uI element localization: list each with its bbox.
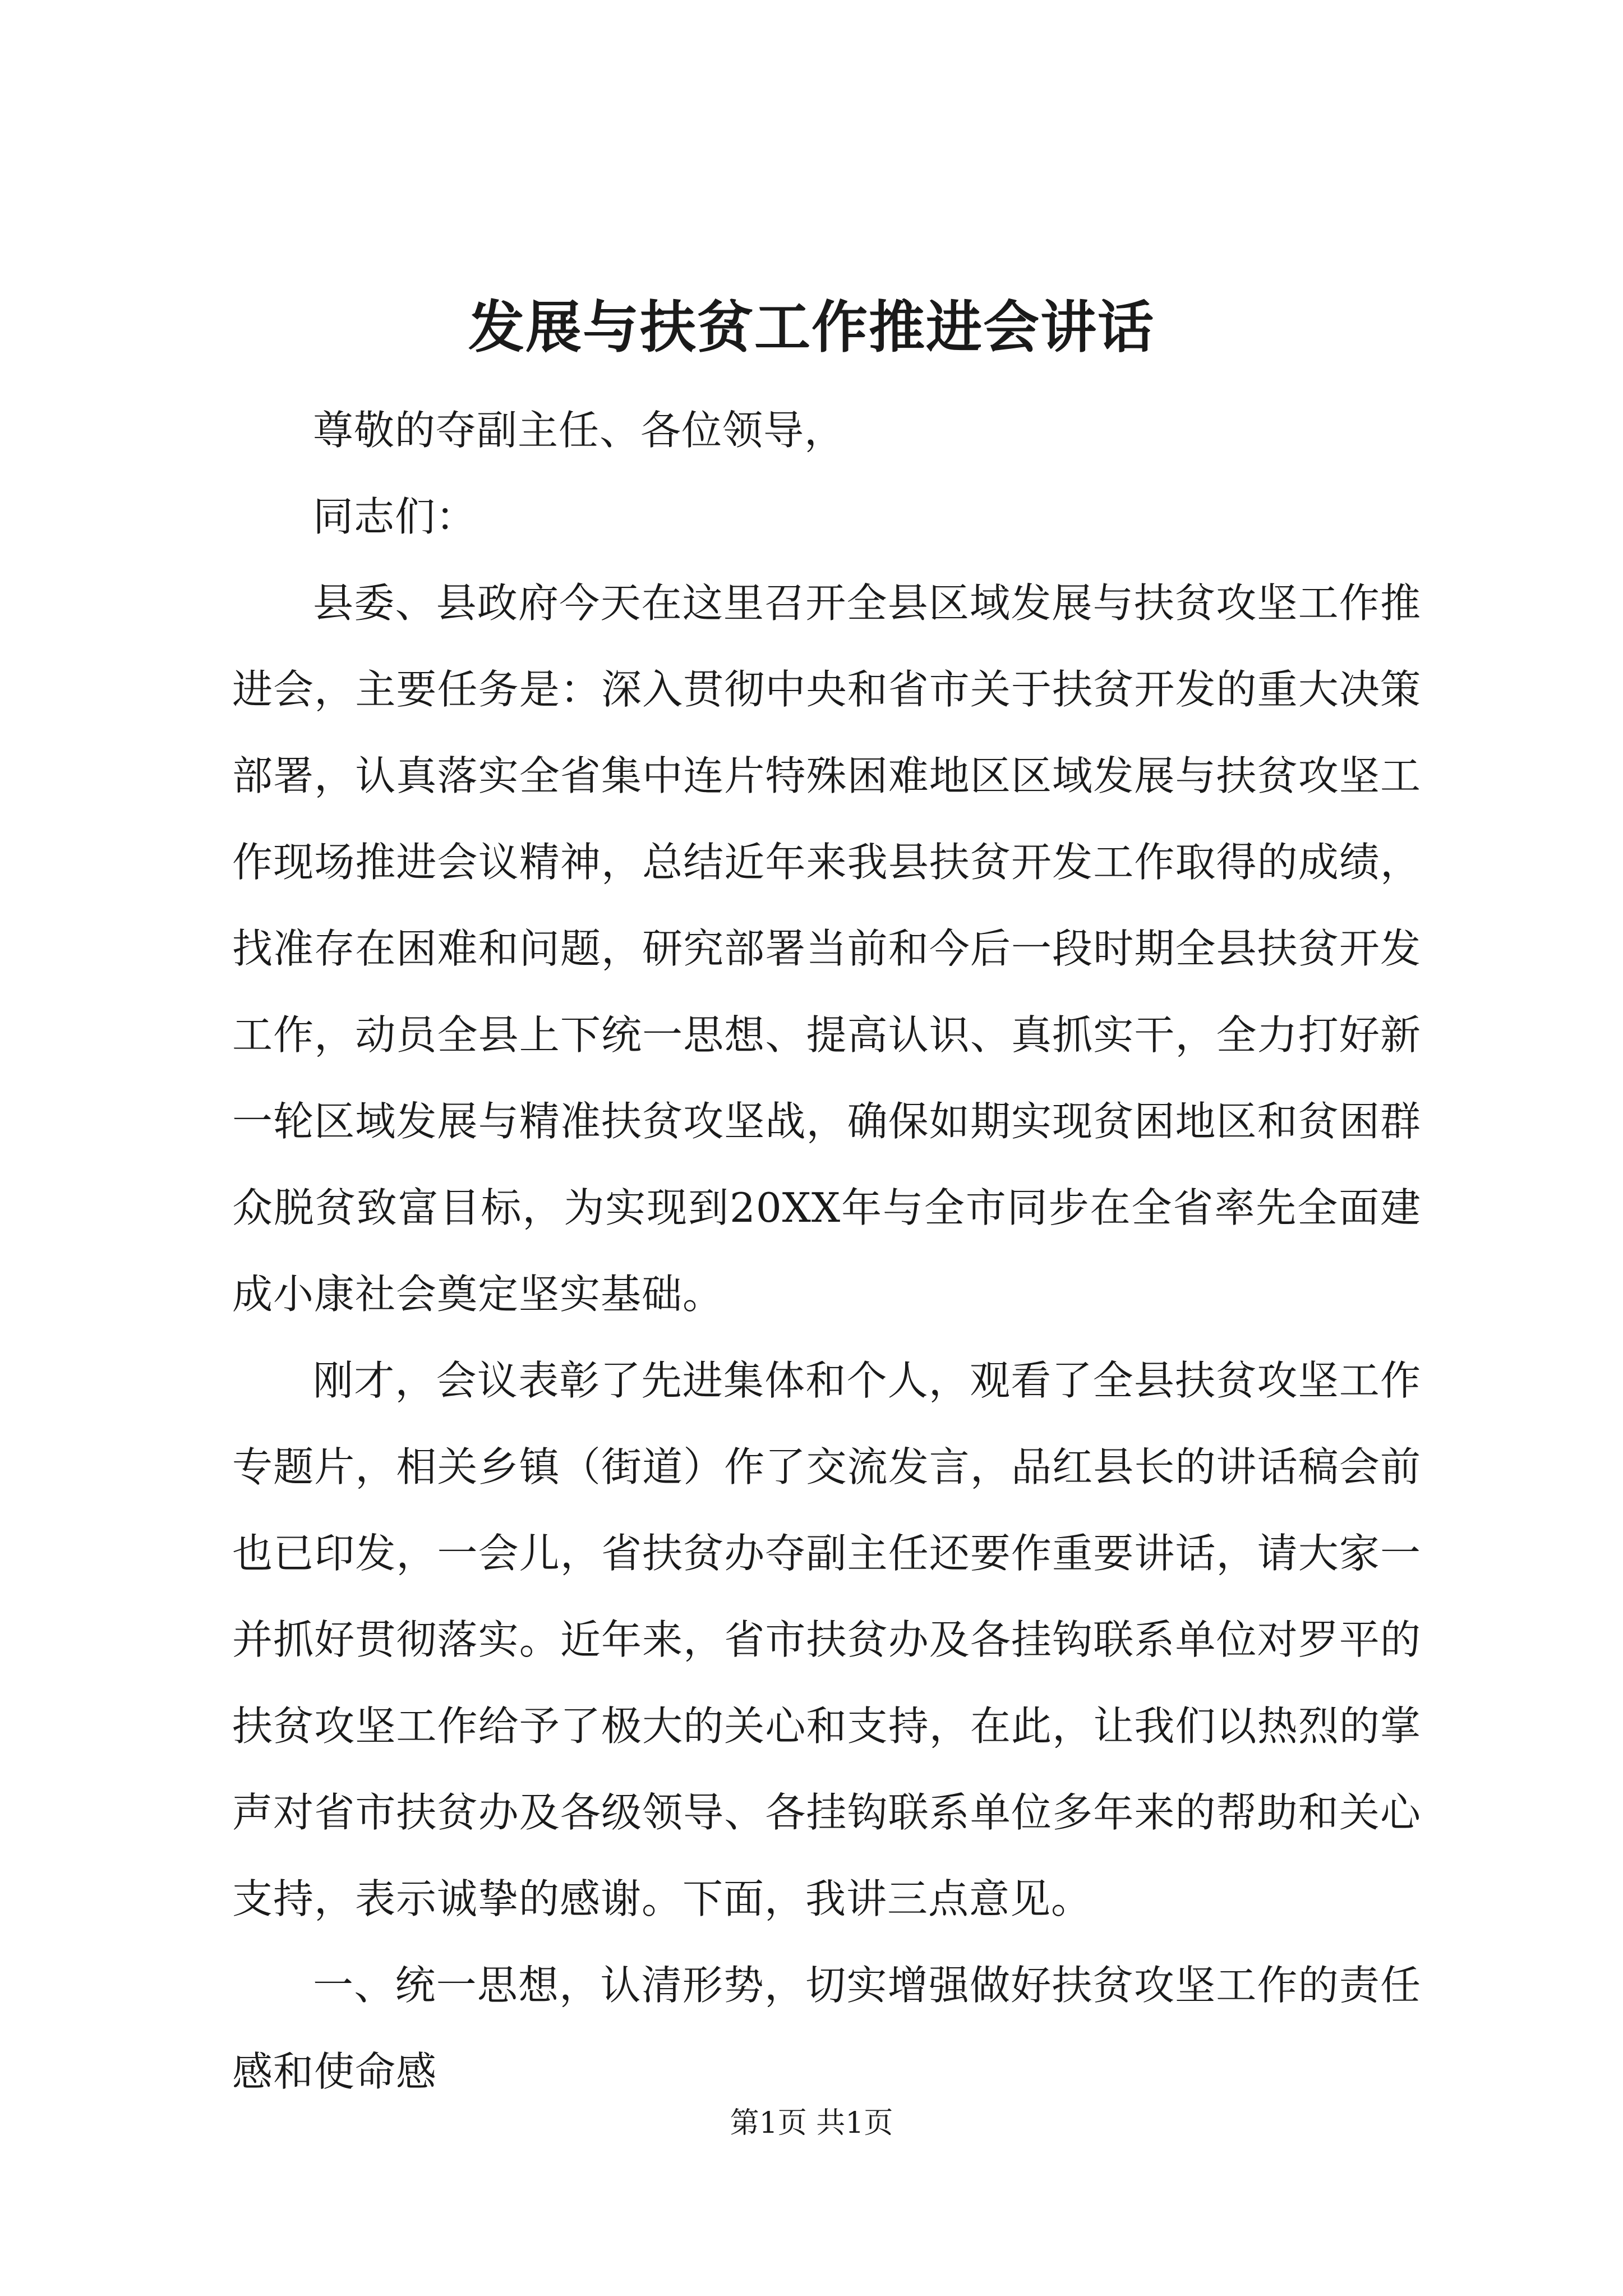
body-paragraph-1: 县委、县政府今天在这里召开全县区域发展与扶贫攻坚工作推进会，主要任务是：深入贯彻中央和省市关于扶贫开发的重大决策部署，认真落实全省集中连片特殊困难地区区域发展与扶贫攻坚工作现场推进会议精神，总结近年来我县扶贫开发工作取得的成绩，找准存在困难和问题，研究部署当前和今后一段时期全县扶贫开发工作，动员全县上下统一思想、提高认识、真抓实干，全力打好新一轮区域发展与精准扶贫攻坚战，确保如期实现贫困地区和贫困群众脱贫致富目标，为实现到20XX年与全市同步在全省率先全面建成小康社会奠定坚实基础。	[232, 579, 1421, 1318]
document-body	[232, 387, 1421, 2115]
salutation: 尊敬的夺副主任、各位领导，	[313, 407, 846, 454]
document-title: 发展与扶贫工作推进会讲话	[468, 294, 1155, 360]
section-heading-1: 一、统一思想，认清形势，切实增强做好扶贫攻坚工作的责任感和使命感	[232, 1962, 1421, 2095]
greeting: 同志们：	[313, 493, 477, 540]
body-paragraph-2: 刚才，会议表彰了先进集体和个人，观看了全县扶贫攻坚工作专题片，相关乡镇（街道）作了交流发言，品红县长的讲话稿会前也已印发，一会儿，省扶贫办夺副主任还要作重要讲话，请大家一并抓好贯彻落实。近年来，省市扶贫办及各挂钩联系单位对罗平的扶贫攻坚工作给予了极大的关心和支持，在此，让我们以热烈的掌声对省市扶贫办及各级领导、各挂钩联系单位多年来的帮助和关心支持，表示诚挚的感谢。下面，我讲三点意见。	[232, 1357, 1421, 1922]
page-number-footer: 第1页 共1页	[730, 2106, 893, 2140]
